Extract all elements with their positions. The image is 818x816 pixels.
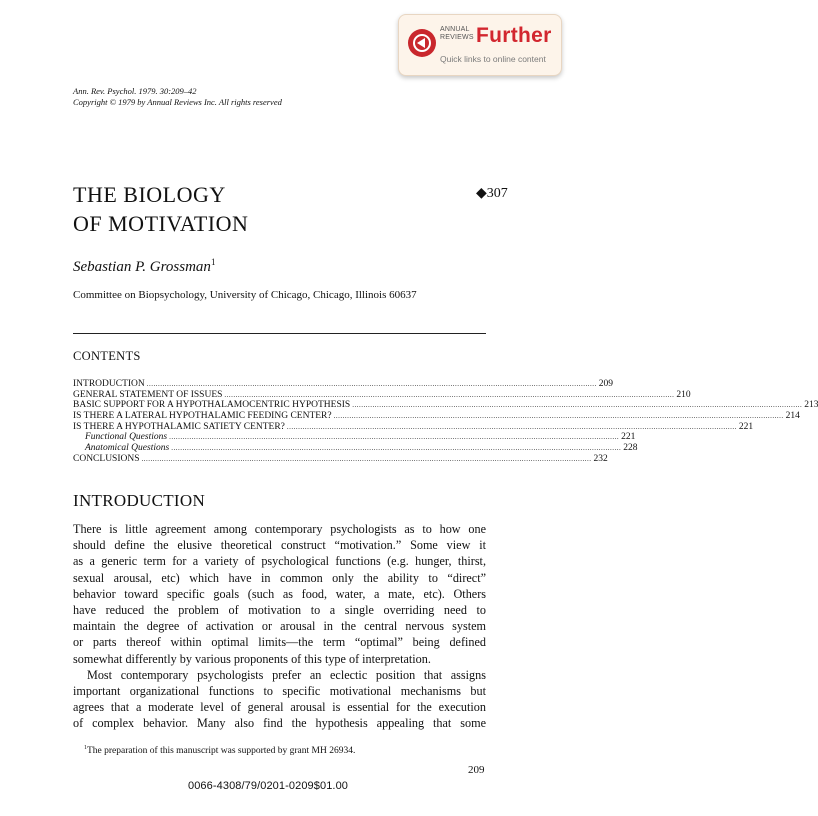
toc-entry-label: Functional Questions <box>85 432 168 443</box>
toc-entry <box>73 453 608 465</box>
badge-further-text: Further <box>476 24 552 47</box>
author-text: Sebastian P. Grossman <box>73 259 211 275</box>
toc-entry-page: 214 <box>785 411 800 422</box>
toc-entry-label: BASIC SUPPORT FOR A HYPOTHALAMOCENTRIC HYPOTHESIS <box>73 400 351 411</box>
paragraph-line: agrees that a moderate level of general arousal is essential for the execution <box>73 700 486 715</box>
paragraph-line: There is little agreement among contemporary psychologists as to how one <box>73 522 486 536</box>
toc-entry <box>73 443 638 454</box>
paragraph-line: of complex behavior. Many also find the hypothesis appealing that some <box>73 716 486 731</box>
badge-annual-text: ANNUAL <box>440 26 470 33</box>
title-line-2: OF MOTIVATION <box>73 211 249 236</box>
toc-leader-dots: ........................................................................................................................................................................................................ <box>169 433 620 442</box>
page-number: 209 <box>468 764 485 776</box>
toc-entry-label: INTRODUCTION <box>73 379 145 389</box>
toc-entry-page: 210 <box>676 389 691 400</box>
toc-entry-page: 213 <box>804 400 818 411</box>
paragraph-line: Most contemporary psychologists prefer an eclectic position that assigns <box>87 667 486 682</box>
toc-leader-dots: ........................................................................................................................................................................................................ <box>352 401 803 410</box>
introduction-heading: INTRODUCTION <box>73 491 206 510</box>
toc-entry-page: 209 <box>598 379 614 389</box>
paragraph-line: sexual arousal, etc) which have in common only the ability to “direct” <box>73 570 486 585</box>
badge-reviews-text: REVIEWS <box>440 34 474 41</box>
journal-header <box>73 86 282 108</box>
toc-entry-page: 228 <box>623 443 638 454</box>
author-affiliation: Committee on Biopsychology, University of Chicago, Chicago, Illinois 60637 <box>73 289 417 301</box>
further-logo-icon <box>408 29 436 57</box>
toc-entry <box>73 411 800 422</box>
author-footnote-mark: 1 <box>210 257 216 267</box>
title-line-1: THE BIOLOGY <box>73 182 226 207</box>
divider <box>73 333 486 334</box>
toc-entry-page: 232 <box>593 453 608 464</box>
badge-publisher-label <box>440 26 474 42</box>
toc-entry-label: IS THERE A LATERAL HYPOTHALAMIC FEEDING CENTER? <box>73 411 332 422</box>
paragraph-line: somewhat differently by various proponents of this type of interpretation. <box>73 651 431 666</box>
journal-citation: Ann. Rev. Psychol. 1979. 30:209–42 <box>73 86 197 96</box>
toc-entry-label: CONCLUSIONS <box>73 453 140 464</box>
article-mark: ◆307 <box>476 186 508 201</box>
paragraph-line: or parts thereof within optimal limits—the term “optimal” being defined <box>73 635 486 650</box>
introduction-body <box>73 521 486 732</box>
toc-leader-dots: ........................................................................................................................................................................................................ <box>224 390 675 399</box>
footnote-text: The preparation of this manuscript was supported by grant MH 26934. <box>87 746 356 756</box>
paragraph-line: maintain the degree of activation or arousal in the central nervous system <box>73 619 486 634</box>
toc-entry-label: GENERAL STATEMENT OF ISSUES <box>73 389 223 400</box>
toc-entry <box>73 432 636 443</box>
toc-leader-dots: ........................................................................................................................................................................................................ <box>286 422 737 431</box>
toc-entry <box>73 400 818 411</box>
paragraph-line: have reduced the problem of motivation to a single overriding need to <box>73 603 486 618</box>
badge-subtitle: Quick links to online content <box>440 54 546 64</box>
table-of-contents <box>73 379 818 465</box>
toc-entry-page: 221 <box>621 432 636 443</box>
toc-entry-page: 221 <box>738 421 754 432</box>
toc-leader-dots: ........................................................................................................................................................................................................ <box>171 444 622 453</box>
article-title <box>73 180 248 238</box>
toc-leader-dots: ........................................................................................................................................................................................................ <box>141 454 592 463</box>
toc-entry <box>73 389 691 401</box>
toc-entry <box>73 421 754 433</box>
toc-leader-dots: ........................................................................................................................................................................................................ <box>146 380 597 388</box>
paragraph-line: should define the elusive theoretical construct “motivation.” Some view it <box>73 538 486 553</box>
toc-entry-label: Anatomical Questions <box>85 443 170 454</box>
paragraph-line: behavior toward specific goals (such as food, water, a mate, etc). Others <box>73 586 486 601</box>
author-name <box>73 257 215 276</box>
toc-entry <box>73 379 614 390</box>
footnote <box>84 745 355 756</box>
toc-entry-label: IS THERE A HYPOTHALAMIC SATIETY CENTER? <box>73 421 285 432</box>
paragraph-line: as a generic term for a variety of psychological functions (e.g. hunger, thirst, <box>73 554 486 569</box>
footnote-mark: 1 <box>84 745 87 751</box>
paragraph-line: important organizational functions to specific motivational mechanisms but <box>73 684 486 699</box>
contents-heading: CONTENTS <box>73 349 141 363</box>
annual-reviews-further-badge[interactable] <box>398 14 562 76</box>
journal-copyright: Copyright © 1979 by Annual Reviews Inc. All rights reserved <box>73 97 282 107</box>
issn-line: 0066-4308/79/0201-0209$01.00 <box>188 780 349 792</box>
toc-leader-dots: ........................................................................................................................................................................................................ <box>333 412 784 421</box>
